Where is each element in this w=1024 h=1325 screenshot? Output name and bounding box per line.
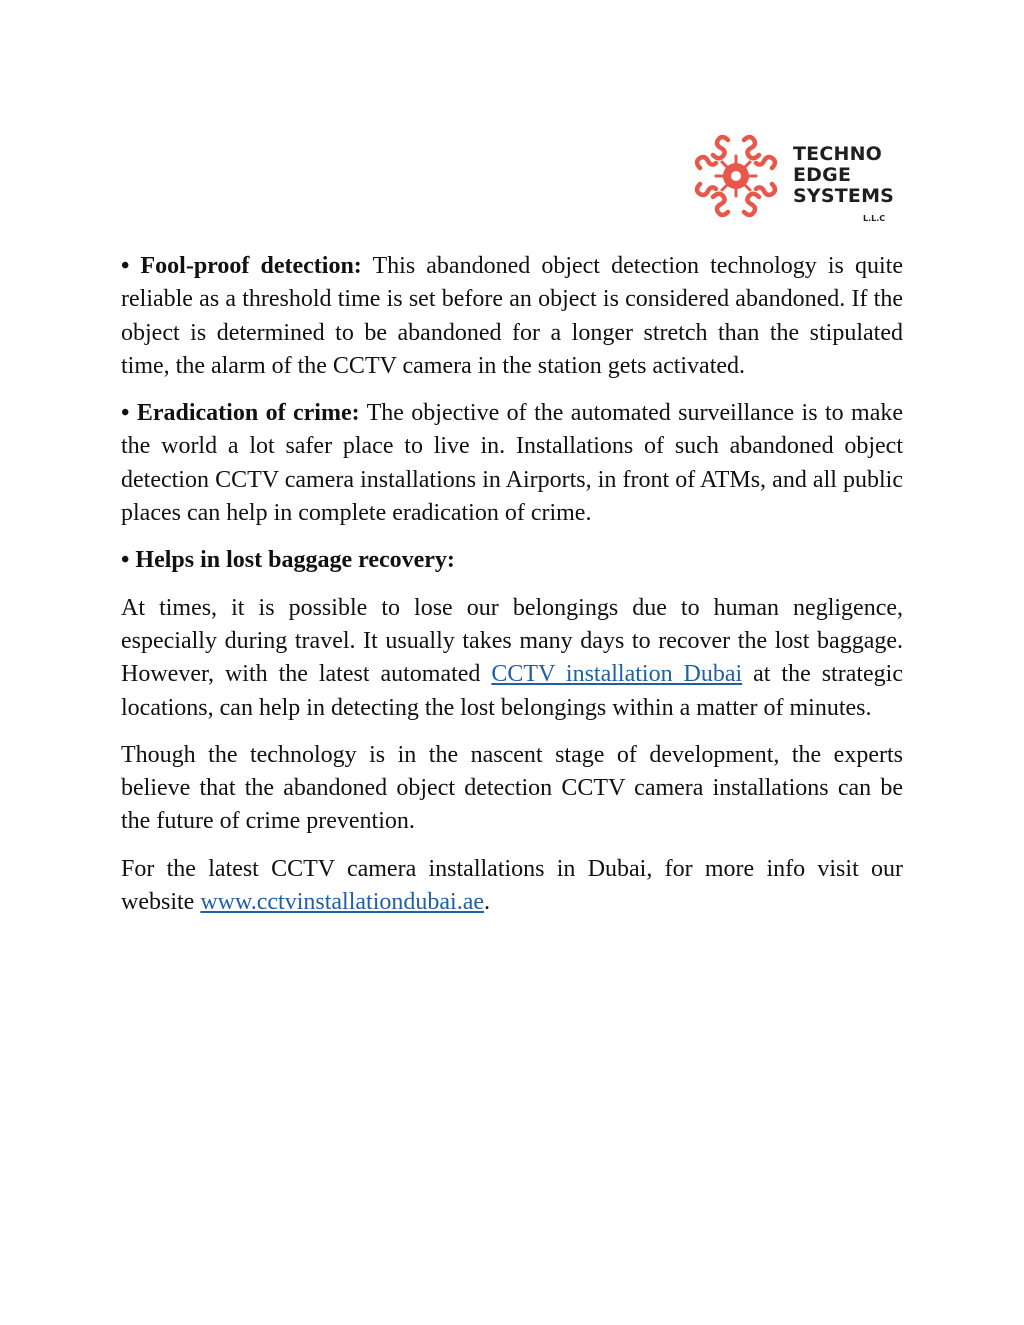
logo-suffix: L.L.C [863, 214, 886, 223]
heading-lost-baggage-recovery: Helps in lost baggage recovery: [135, 547, 455, 574]
document-body [121, 250, 903, 933]
bullet-symbol: • [121, 400, 130, 427]
heading-eradication-of-crime: Eradication of crime: [136, 400, 360, 427]
cctv-installation-dubai-link[interactable]: CCTV installation Dubai [491, 661, 743, 688]
paragraph-text: . [484, 889, 490, 916]
company-logo [688, 128, 898, 228]
paragraph-text: For the latest CCTV camera installations in Dubai, for more info visit our website [121, 855, 903, 916]
paragraph-text: at the strategic locations, can help in detecting the lost belongings within a matter of minutes. [121, 661, 903, 721]
paragraph-future-prevention [121, 739, 903, 839]
logo-line-3: SYSTEMS [793, 185, 895, 207]
logo-wordmark [793, 144, 894, 207]
bullet-heading [121, 400, 360, 426]
bullet-heading [121, 547, 455, 573]
bullet-symbol: • [121, 253, 130, 279]
paragraph-text: At times, it is possible to lose our belongings due to human negligence, especially during travel. It usually takes many days to recover the lost baggage. However, with the latest automated [121, 594, 903, 688]
logo-line-1: TECHNO [793, 143, 883, 165]
paragraph-lost-baggage-body [121, 592, 903, 725]
logo-emblem-icon [688, 128, 784, 224]
logo-line-2: EDGE [793, 164, 852, 186]
website-link[interactable]: www.cctvinstallationdubai.ae [200, 889, 484, 916]
paragraph-text: Though the technology is in the nascent stage of development, the experts believe that the abandoned object detection CCTV camera installations can be the future of crime prevention. [121, 741, 903, 835]
paragraph-lost-baggage-heading [121, 544, 903, 577]
heading-fool-proof-detection: Fool-proof detection: [140, 253, 362, 279]
paragraph-eradication-of-crime [121, 397, 903, 530]
paragraph-fool-proof-detection [121, 250, 903, 383]
bullet-heading [121, 253, 362, 279]
paragraph-text: The objective of the automated surveillance is to make the world a lot safer place to live in. Installations of such abandoned object detection CCTV camera installations in Airports, in front of ATMs, and all public places can help in complete eradication of crime. [121, 400, 904, 527]
paragraph-text: This abandoned object detection technology is quite reliable as a threshold time is set before an object is considered abandoned. If the object is determined to be abandoned for a longer stretch than the stipulated time, the alarm of the CCTV camera in the station gets activated. [121, 253, 903, 379]
bullet-symbol: • [121, 547, 130, 574]
paragraph-website-info [121, 853, 903, 920]
